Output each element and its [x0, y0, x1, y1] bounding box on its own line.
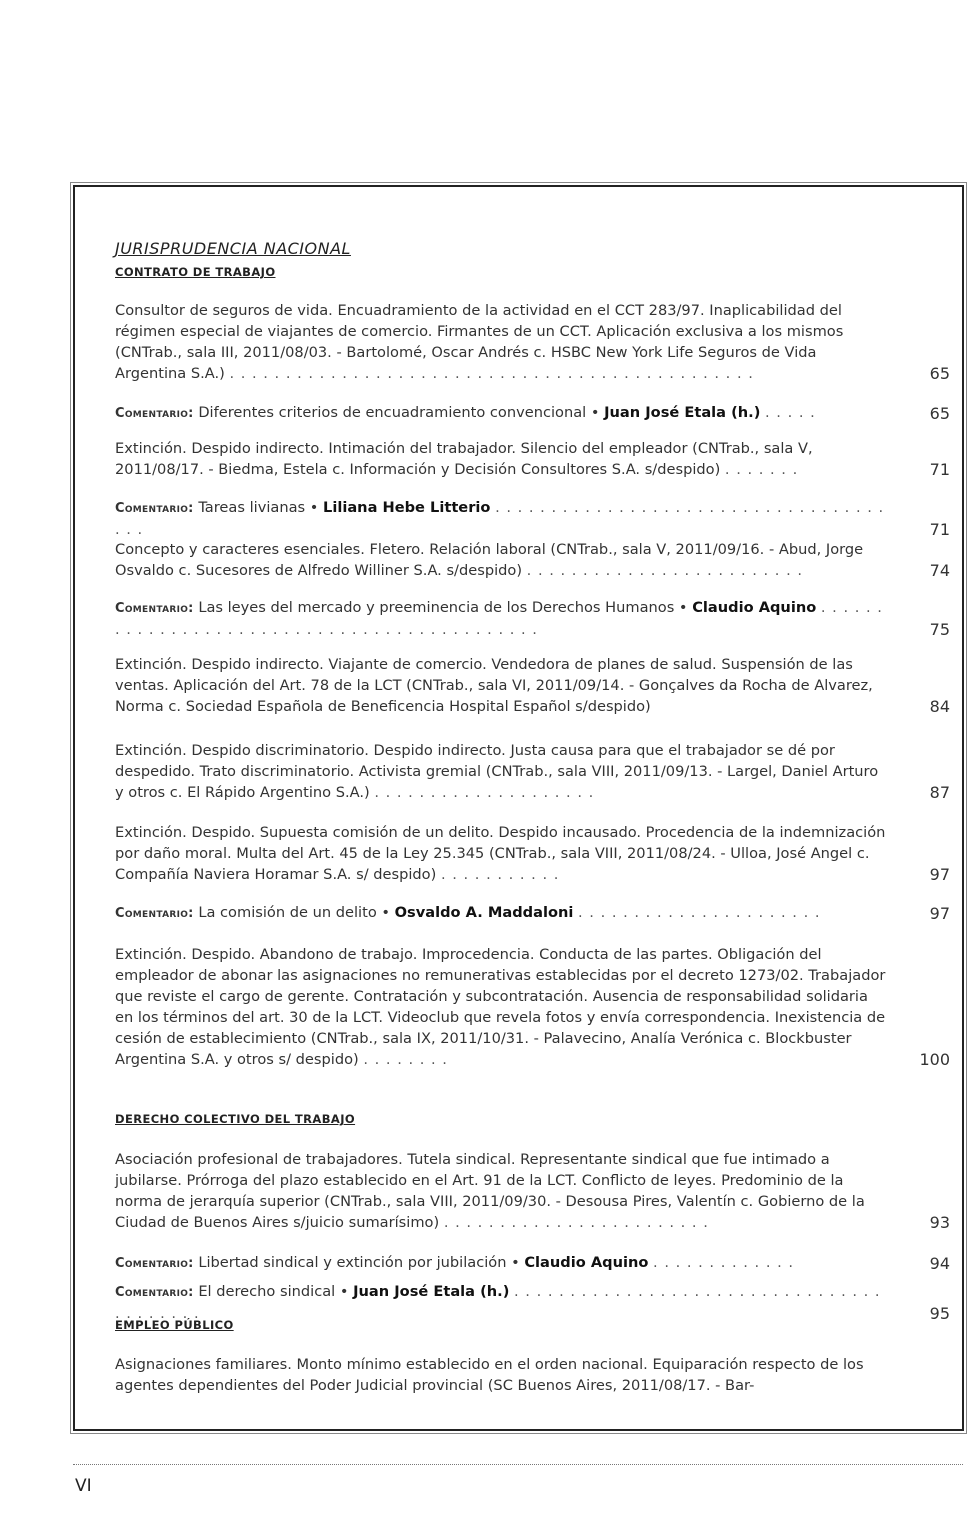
entry-page: 87	[929, 783, 950, 802]
entry-text: Las leyes del mercado y preeminencia de los Derechos Humanos •	[198, 599, 688, 616]
entry-text: Diferentes criterios de encuadramiento convencional •	[198, 404, 600, 421]
entry-text: Extinción. Despido indirecto. Viajante de comercio. Vendedora de planes de salud. Suspensión de las ventas. Aplicación del Art. 78 de la LCT (CNTrab., sala VI, 2011/09/14. - Gonçalves da Rocha de Alvarez, Norma c. Sociedad Española de Beneficencia Hospital Español s/despido)	[115, 656, 873, 715]
footer-rule	[73, 1464, 963, 1465]
heading-derecho-colectivo: DERECHO COLECTIVO DEL TRABAJO	[115, 1112, 356, 1126]
entry-text: Tareas livianas •	[198, 499, 319, 516]
entry-text: El derecho sindical •	[198, 1283, 349, 1300]
index-entry[interactable]: Extinción. Despido discriminatorio. Despido indirecto. Justa causa para que el trabajador se dé por despedido. Trato discriminatorio. Activista gremial (CNTrab., sala VIII, 2011/09/13. - Largel, Daniel Arturo y otros c. El Rápido Argentino S.A.) . . . . . . . . . . . . . . . . . . . . 87	[115, 742, 950, 802]
page-number: VI	[75, 1476, 92, 1496]
index-entry[interactable]: Extinción. Despido indirecto. Intimación del trabajador. Silencio del empleador (CNTrab., sala V, 2011/08/17. - Biedma, Estela c. Información y Decisión Consultores S.A. s/despido) . . . . . . . 71	[115, 440, 950, 479]
index-entry[interactable]: Concepto y caracteres esenciales. Fletero. Relación laboral (CNTrab., sala V, 2011/09/16. - Abud, Jorge Osvaldo c. Sucesores de Alfredo Williner S.A. s/despido) . . . . . . . . . . . . . . . . . . . . . . . . . 74	[115, 541, 950, 580]
heading-contrato-de-trabajo: CONTRATO DE TRABAJO	[115, 265, 276, 279]
entry-author: Liliana Hebe Litterio	[323, 499, 491, 516]
entry-page: 100	[919, 1050, 950, 1069]
entry-author: Juan José Etala (h.)	[604, 404, 761, 421]
entry-author: Claudio Aquino	[692, 599, 817, 616]
comment-entry[interactable]: Comentario: El derecho sindical • Juan José Etala (h.) . . . . . . . . . . . . . . . . . . . . . . . . . . . . . . . . . . . . . . . . . 95	[115, 1283, 950, 1323]
entry-text: Extinción. Despido indirecto. Intimación del trabajador. Silencio del empleador (CNTrab., sala V, 2011/08/17. - Biedma, Estela c. Información y Decisión Consultores S.A. s/despido)	[115, 440, 813, 478]
comment-label: Comentario:	[115, 601, 194, 616]
comment-entry[interactable]: Comentario: Las leyes del mercado y preeminencia de los Derechos Humanos • Claudio Aquino . . . . . . . . . . . . . . . . . . . . . . . . . . . . . . . . . . . . . . . . . . . . 75	[115, 599, 950, 639]
entry-page: 65	[929, 404, 950, 423]
entry-text: Consultor de seguros de vida. Encuadramiento de la actividad en el CCT 283/97. Inaplicabilidad del régimen especial de viajantes de comercio. Firmantes de un CCT. Aplicación exclusiva a los mismos (CNTrab., sala III, 2011/08/03. - Bartolomé, Oscar Andrés c. HSBC New York Life Seguros de Vida Argentina S.A.)	[115, 302, 844, 382]
heading-empleo-publico: EMPLEO PÚBLICO	[115, 1318, 234, 1332]
entry-text: Extinción. Despido. Supuesta comisión de un delito. Despido incausado. Procedencia de la indemnización por daño moral. Multa del Art. 45 de la Ley 25.345 (CNTrab., sala VIII, 2011/08/24. - Ulloa, José Angel c. Compañía Naviera Horamar S.A. s/ despido)	[115, 824, 886, 883]
entry-text: Asignaciones familiares. Monto mínimo establecido en el orden nacional. Equiparación respecto de los agentes dependientes del Poder Judicial provincial (SC Buenos Aires, 2011/08/17. - Bar-	[115, 1356, 864, 1394]
index-entry[interactable]: Extinción. Despido. Supuesta comisión de un delito. Despido incausado. Procedencia de la indemnización por daño moral. Multa del Art. 45 de la Ley 25.345 (CNTrab., sala VIII, 2011/08/24. - Ulloa, José Angel c. Compañía Naviera Horamar S.A. s/ despido) . . . . . . . . . . . 97	[115, 824, 950, 884]
comment-label: Comentario:	[115, 1285, 194, 1300]
index-frame	[73, 185, 964, 1431]
entry-text: Libertad sindical y extinción por jubilación •	[198, 1254, 520, 1271]
entry-author: Osvaldo A. Maddaloni	[394, 904, 574, 921]
entry-text: Extinción. Despido discriminatorio. Despido indirecto. Justa causa para que el trabajador se dé por despedido. Trato discriminatorio. Activista gremial (CNTrab., sala VIII, 2011/09/13. - Largel, Daniel Arturo y otros c. El Rápido Argentino S.A.)	[115, 742, 879, 801]
index-entry[interactable]: Asociación profesional de trabajadores. Tutela sindical. Representante sindical que fue intimado a jubilarse. Prórroga del plazo establecido en el Art. 91 de la LCT. Conflicto de leyes. Predominio de la norma de jerarquía superior (CNTrab., sala VIII, 2011/09/30. - Desousa Pires, Valentín c. Gobierno de la Ciudad de Buenos Aires s/juicio sumarísimo) . . . . . . . . . . . . . . . . . . . . . . . . 93	[115, 1151, 950, 1232]
entry-page: 75	[929, 620, 950, 639]
entry-text: Concepto y caracteres esenciales. Fletero. Relación laboral (CNTrab., sala V, 2011/09/16. - Abud, Jorge Osvaldo c. Sucesores de Alfredo Williner S.A. s/despido)	[115, 541, 864, 579]
entry-page: 94	[929, 1254, 950, 1273]
comment-entry[interactable]: Comentario: Libertad sindical y extinción por jubilación • Claudio Aquino . . . . . . . . . . . . . 94	[115, 1254, 950, 1273]
index-entry[interactable]	[115, 1354, 950, 1396]
entry-author: Claudio Aquino	[524, 1254, 649, 1271]
entry-page: 93	[929, 1213, 950, 1232]
index-entry[interactable]: Extinción. Despido. Abandono de trabajo. Improcedencia. Conducta de las partes. Obligación del empleador de abonar las asignaciones no remunerativas establecidas por el decreto 1273/02. Trabajador que reviste el cargo de gerente. Contratación y subcontratación. Ausencia de responsabilidad solidaria en los términos del art. 30 de la LCT. Videoclub que revela fotos y envía correspondencia. Inexistencia de cesión de establecimiento (CNTrab., sala IX, 2011/10/31. - Palavecino, Analía Verónica c. Blockbuster Argentina S.A. y otros s/ despido) . . . . . . . . 100	[115, 946, 950, 1069]
entry-text: Extinción. Despido. Abandono de trabajo. Improcedencia. Conducta de las partes. Obligación del empleador de abonar las asignaciones no remunerativas establecidas por el decreto 1273/02. Trabajador que reviste el cargo de gerente. Contratación y subcontratación. Ausencia de responsabilidad solidaria en los términos del art. 30 de la LCT. Videoclub que revela fotos y envía correspondencia. Inexistencia de cesión de establecimiento (CNTrab., sala IX, 2011/10/31. - Palavecino, Analía Verónica c. Blockbuster Argentina S.A. y otros s/ despido)	[115, 946, 886, 1068]
entry-page: 84	[929, 697, 950, 716]
comment-entry[interactable]: Comentario: Diferentes criterios de encuadramiento convencional • Juan José Etala (h.) . . . . . 65	[115, 404, 950, 423]
entry-page: 97	[929, 865, 950, 884]
comment-label: Comentario:	[115, 906, 194, 921]
comment-label: Comentario:	[115, 1256, 194, 1271]
comment-label: Comentario:	[115, 406, 194, 421]
entry-text: Asociación profesional de trabajadores. Tutela sindical. Representante sindical que fue intimado a jubilarse. Prórroga del plazo establecido en el Art. 91 de la LCT. Conflicto de leyes. Predominio de la norma de jerarquía superior (CNTrab., sala VIII, 2011/09/30. - Desousa Pires, Valentín c. Gobierno de la Ciudad de Buenos Aires s/juicio sumarísimo)	[115, 1151, 865, 1231]
entry-page: 71	[929, 520, 950, 539]
comment-label: Comentario:	[115, 501, 194, 516]
entry-author: Juan José Etala (h.)	[353, 1283, 510, 1300]
comment-entry[interactable]: Comentario: Tareas livianas • Liliana Hebe Litterio . . . . . . . . . . . . . . . . . . . . . . . . . . . . . . . . . . . . . . 71	[115, 499, 950, 539]
entry-text: La comisión de un delito •	[198, 904, 390, 921]
entry-page: 65	[929, 364, 950, 383]
entry-page: 71	[929, 460, 950, 479]
entry-page: 97	[929, 904, 950, 923]
entry-page: 95	[929, 1304, 950, 1323]
index-entry[interactable]	[115, 654, 950, 717]
section-title: JURISPRUDENCIA NACIONAL	[115, 239, 351, 258]
index-entry[interactable]: Consultor de seguros de vida. Encuadramiento de la actividad en el CCT 283/97. Inaplicabilidad del régimen especial de viajantes de comercio. Firmantes de un CCT. Aplicación exclusiva a los mismos (CNTrab., sala III, 2011/08/03. - Bartolomé, Oscar Andrés c. HSBC New York Life Seguros de Vida Argentina S.A.) . . . . . . . . . . . . . . . . . . . . . . . . . . . . . . . . . . . . . . . . . . . . . . . 65	[115, 302, 950, 383]
comment-entry[interactable]: Comentario: La comisión de un delito • Osvaldo A. Maddaloni . . . . . . . . . . . . . . . . . . . . . . 97	[115, 904, 950, 923]
entry-page: 74	[929, 561, 950, 580]
